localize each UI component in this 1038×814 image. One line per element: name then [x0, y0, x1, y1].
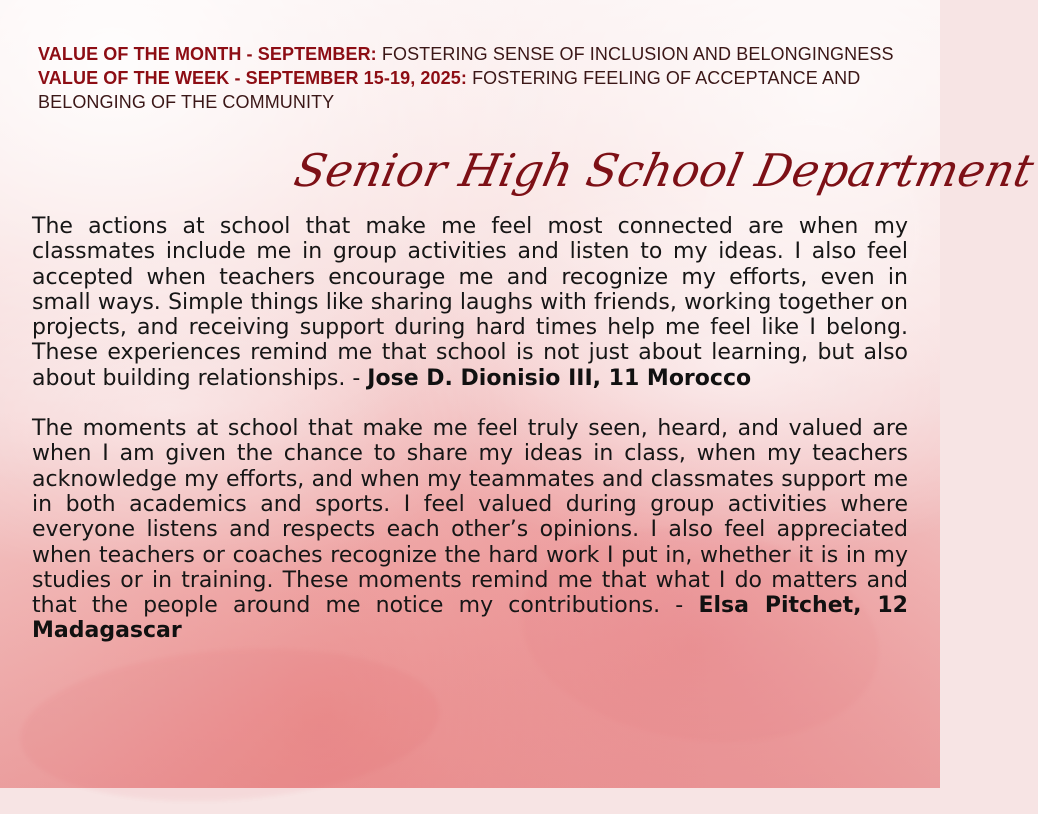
- reflection-jose: [32, 214, 908, 391]
- reflection-jose-text: The actions at school that make me feel most connected are when my classmates include me in group activities and listen to my ideas. I also feel accepted when teachers encourage me and recognize my efforts, even in small ways. Simple things like sharing laughs with friends, working together on projects, and receiving support during hard times help me feel like I belong. These experiences remind me that school is not just about learning, but also about building relationships.: [32, 214, 908, 391]
- reflection-jose-separator: -: [345, 365, 368, 391]
- value-of-week-text: FOSTERING FEELING OF ACCEPTANCE AND BELONGING OF THE COMMUNITY: [38, 68, 861, 112]
- value-of-week-line: [38, 66, 918, 114]
- reflection-elsa-author: Elsa Pitchet, 12 Madagascar: [32, 593, 908, 644]
- reflection-jose-author: Jose D. Dionisio III, 11 Morocco: [367, 365, 752, 391]
- reflection-elsa-separator: -: [660, 593, 699, 619]
- value-of-month-line: [38, 42, 918, 66]
- reflections-content: [32, 214, 908, 644]
- value-of-month-text: FOSTERING SENSE OF INCLUSION AND BELONGINGNESS: [381, 44, 894, 64]
- reflection-elsa-text: The moments at school that make me feel truly seen, heard, and valued are when I am given the chance to share my ideas in class, when my teachers acknowledge my efforts, and when my teammates and classmates support me in both academics and sports. I feel valued during group activities where everyone listens and respects each other’s opinions. I also feel appreciated when teachers or coaches recognize the hard work I put in, whether it is in my studies or in training. These moments remind me that what I do matters and that the people around me notice my contributions.: [32, 416, 908, 619]
- values-header: [38, 42, 918, 114]
- value-of-month-label: VALUE OF THE MONTH - SEPTEMBER:: [38, 44, 377, 64]
- department-title: Senior High School Department: [289, 144, 1038, 197]
- value-of-week-label: VALUE OF THE WEEK - SEPTEMBER 15-19, 2025:: [38, 68, 467, 88]
- watercolor-wash-bottom-left: [15, 636, 444, 814]
- reflection-elsa: [32, 416, 908, 644]
